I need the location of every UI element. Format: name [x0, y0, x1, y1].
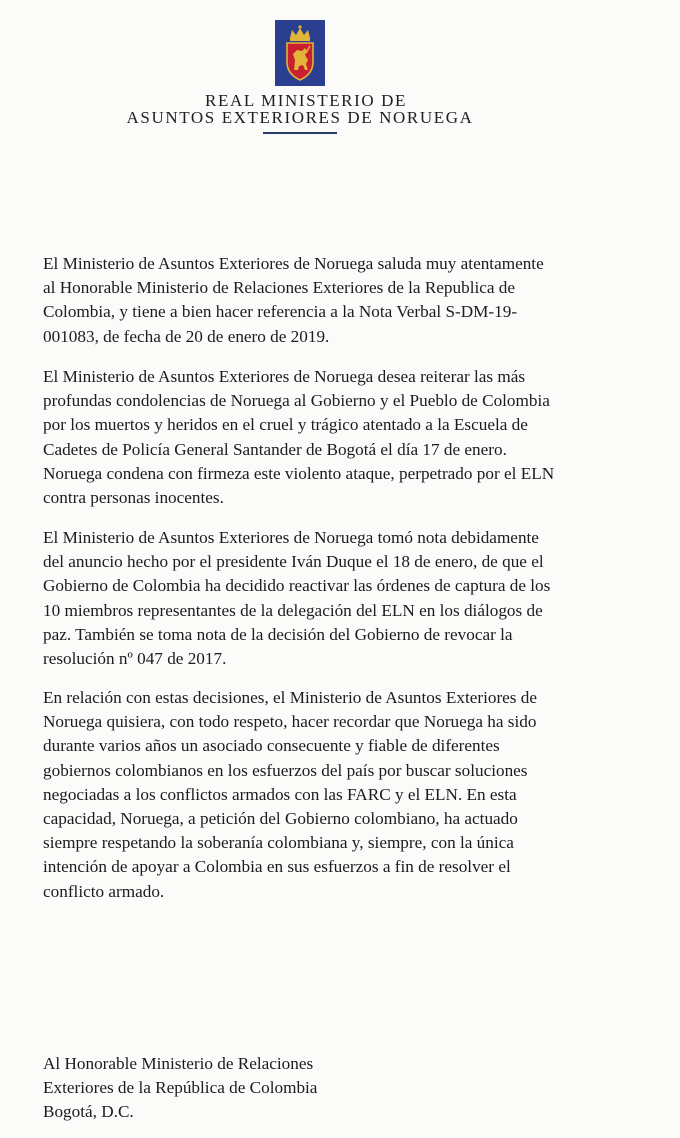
- paragraph-line: contra personas inocentes.: [43, 488, 224, 508]
- paragraph-3: [43, 526, 643, 671]
- ministry-name-line2: ASUNTOS EXTERIORES DE NORUEGA: [126, 108, 474, 127]
- paragraph-line: resolución nº 047 de 2017.: [43, 649, 227, 669]
- paragraph-line: por los muertos y heridos en el cruel y trágico atentado a la Escuela de: [43, 415, 528, 435]
- paragraph-line: El Ministerio de Asuntos Exteriores de Noruega tomó nota debidamente: [43, 528, 539, 547]
- paragraph-line: al Honorable Ministerio de Relaciones Exteriores de la Republica de: [43, 278, 516, 298]
- paragraph-line: Cadetes de Policía General Santander de Bogotá el día 17 de enero.: [43, 439, 507, 459]
- paragraph-line: Noruega condena con firmeza este violento ataque, perpetrado por el ELN: [43, 463, 555, 483]
- ministry-letterhead: [100, 92, 500, 126]
- ministry-name-line1: REAL MINISTERIO DE: [205, 91, 407, 110]
- paragraph-line: En relación con estas decisiones, el Ministerio de Asuntos Exteriores de: [43, 688, 538, 707]
- paragraph-4: [43, 686, 643, 904]
- paragraph-line: capacidad, Noruega, a petición del Gobierno colombiano, ha actuado: [43, 809, 518, 829]
- paragraph-line: negociadas a los conflictos armados con las FARC y el ELN. En esta: [43, 784, 517, 804]
- paragraph-line: profundas condolencias de Noruega al Gobierno y el Pueblo de Colombia: [43, 391, 550, 411]
- paragraph-line: intención de apoyar a Colombia en sus esfuerzos a fin de resolver el: [43, 857, 511, 877]
- addressee-line: Bogotá, D.C.: [43, 1102, 134, 1122]
- paragraph-line: conflicto armado.: [43, 881, 165, 901]
- paragraph-line: gobiernos colombianos en los esfuerzos del país por buscar soluciones: [43, 760, 528, 780]
- paragraph-line: siempre respetando la soberanía colombiana y, siempre, con la única: [43, 833, 514, 853]
- paragraph-line: durante varios años un asociado consecuente y fiable de diferentes: [43, 736, 500, 756]
- addressee-line: Exteriores de la República de Colombia: [43, 1078, 318, 1098]
- paragraph-line: 10 miembros representantes de la delegación del ELN en los diálogos de: [43, 600, 543, 620]
- paragraph-line: paz. También se toma nota de la decisión del Gobierno de revocar la: [43, 624, 513, 644]
- paragraph-line: Gobierno de Colombia ha decidido reactivar las órdenes de captura de los: [43, 576, 551, 596]
- letterhead-divider: [263, 132, 337, 134]
- paragraph-line: 001083, de fecha de 20 de enero de 2019.: [43, 326, 330, 346]
- addressee-line: Al Honorable Ministerio de Relaciones: [43, 1054, 314, 1073]
- norwegian-coat-of-arms-icon: [275, 20, 325, 86]
- paragraph-line: El Ministerio de Asuntos Exteriores de Noruega saluda muy atentamente: [43, 254, 544, 273]
- paragraph-line: del anuncio hecho por el presidente Iván Duque el 18 de enero, de que el: [43, 552, 544, 572]
- addressee-block: [43, 1052, 317, 1125]
- paragraph-line: Noruega quisiera, con todo respeto, hacer recordar que Noruega ha sido: [43, 712, 537, 732]
- paragraph-line: Colombia, y tiene a bien hacer referencia a la Nota Verbal S-DM-19-: [43, 302, 518, 322]
- paragraph-1: [43, 252, 643, 349]
- paragraph-2: [43, 365, 643, 510]
- paragraph-line: El Ministerio de Asuntos Exteriores de Noruega desea reiterar las más: [43, 367, 526, 386]
